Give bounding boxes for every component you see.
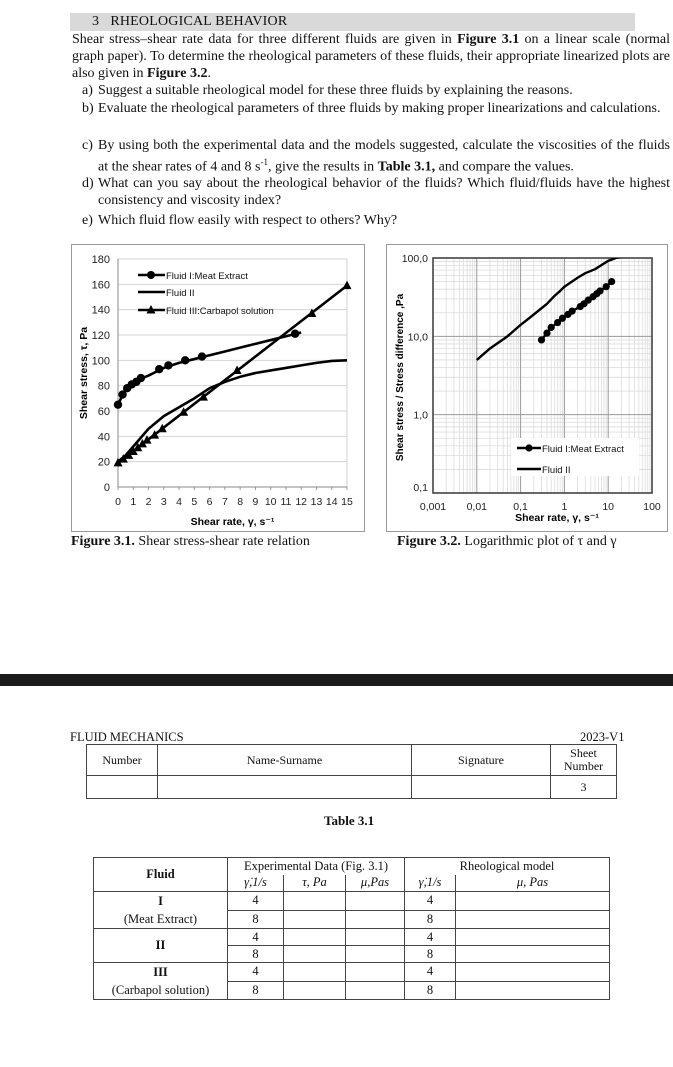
question-label: b)	[82, 101, 94, 116]
y-tick-label: 40	[97, 431, 110, 444]
col-mu-model: μ, Pas	[456, 875, 610, 892]
data-point	[569, 307, 576, 314]
tau-input[interactable]	[284, 981, 346, 1000]
x-axis-label: Shear rate, γ, s⁻¹	[515, 512, 599, 524]
legend-label: Fluid I:Meat Extract	[542, 444, 624, 455]
question-d	[82, 175, 670, 209]
question-label: d)	[82, 176, 94, 191]
tau-input[interactable]	[284, 910, 346, 929]
tau-input[interactable]	[284, 929, 346, 946]
version-label: 2023-V1	[580, 730, 625, 744]
x-tick-label: 9	[252, 496, 259, 508]
figure-3-2-frame	[386, 244, 668, 532]
legend-label: Fluid II	[166, 288, 195, 299]
section-heading	[92, 14, 287, 30]
x-tick-label: 8	[237, 496, 244, 508]
y-tick-label: 1,0	[413, 409, 428, 422]
y-tick-label: 100	[91, 355, 110, 368]
legend-label: Fluid III:Carbapol solution	[166, 306, 274, 317]
rate-cell: 8	[228, 946, 284, 963]
model-rate-cell: 4	[405, 963, 456, 982]
x-tick-label: 12	[295, 496, 308, 508]
model-mu-input[interactable]	[456, 929, 610, 946]
section-title: RHEOLOGICAL BEHAVIOR	[110, 14, 288, 29]
y-tick-label: 10,0	[407, 331, 428, 344]
tau-input[interactable]	[284, 963, 346, 982]
x-tick-label: 0	[115, 496, 121, 508]
rate-cell: 8	[228, 910, 284, 929]
page-divider	[0, 674, 673, 686]
model-mu-input[interactable]	[456, 910, 610, 929]
y-tick-label: 20	[97, 456, 110, 469]
tau-input[interactable]	[284, 892, 346, 911]
legend-label: Fluid II	[542, 465, 571, 476]
question-label: e)	[82, 213, 93, 228]
question-text: Which fluid flow easily with respect to others? Why?	[98, 213, 398, 228]
x-tick-label: 11	[280, 496, 292, 508]
x-tick-label: 3	[160, 496, 167, 508]
x-tick-label: 100	[643, 501, 661, 513]
model-rate-cell: 8	[405, 981, 456, 1000]
x-tick-label: 13	[310, 496, 323, 508]
model-rate-cell: 4	[405, 892, 456, 911]
legend-marker	[525, 444, 532, 451]
data-point	[155, 365, 163, 373]
y-tick-label: 0	[103, 482, 110, 494]
model-rate-cell: 4	[405, 929, 456, 946]
question-a	[82, 82, 670, 99]
x-tick-label: 0,1	[513, 501, 528, 513]
col-tau: τ, Pa	[284, 875, 346, 892]
name-field[interactable]	[158, 776, 412, 799]
table-row	[94, 963, 610, 982]
number-header: Number	[87, 745, 158, 776]
question-e	[82, 212, 670, 229]
y-tick-label: 60	[97, 406, 110, 418]
fluid-cell	[94, 963, 228, 1000]
question-label: c)	[82, 138, 93, 153]
rate-cell: 4	[228, 929, 284, 946]
col-rate-model: γ̇,1/s	[405, 875, 456, 892]
x-tick-label: 6	[206, 496, 213, 508]
fluid-header: Fluid	[94, 858, 228, 892]
data-point	[137, 374, 145, 382]
y-tick-label: 160	[91, 279, 110, 292]
name-header: Name-Surname	[158, 745, 412, 776]
mu-input[interactable]	[346, 929, 405, 946]
x-tick-label: 2	[145, 496, 152, 508]
fluid-cell: II	[94, 929, 228, 963]
figure-3-1-chart	[72, 245, 366, 533]
model-mu-input[interactable]	[456, 946, 610, 963]
data-point	[181, 356, 189, 364]
x-tick-label: 0,001	[419, 501, 447, 513]
model-mu-input[interactable]	[456, 963, 610, 982]
mu-input[interactable]	[346, 981, 405, 1000]
question-text: Evaluate the rheological parameters of three fluids by making proper linearizations and calculations.	[98, 101, 661, 116]
x-axis-label: Shear rate, γ, s⁻¹	[190, 516, 275, 528]
caption-text: Shear stress-shear rate relation	[138, 534, 310, 549]
model-rate-cell: 8	[405, 910, 456, 929]
data-point	[603, 283, 610, 290]
y-tick-label: 100,0	[401, 253, 428, 265]
y-tick-label: 180	[91, 254, 110, 266]
x-tick-label: 15	[341, 496, 353, 508]
question-label: a)	[82, 83, 93, 98]
col-rate: γ̇,1/s	[228, 875, 284, 892]
data-point	[548, 324, 555, 331]
y-axis-label: Shear stress, τ, Pa	[78, 326, 90, 420]
x-tick-label: 1	[130, 496, 137, 508]
data-point	[114, 400, 122, 408]
number-field[interactable]	[87, 776, 158, 799]
question-text: Suggest a suitable rheological model for these three fluids by explaining the reasons.	[98, 83, 573, 98]
x-tick-label: 14	[325, 496, 338, 508]
mu-input[interactable]	[346, 910, 405, 929]
mu-input[interactable]	[346, 963, 405, 982]
signature-field[interactable]	[412, 776, 551, 799]
experimental-header: Experimental Data (Fig. 3.1)	[228, 858, 405, 875]
col-mu: μ,Pas	[346, 875, 405, 892]
question-c	[82, 137, 670, 176]
fluid-subtitle: (Meat Extract)	[123, 912, 198, 926]
x-tick-label: 7	[221, 496, 228, 508]
section-number: 3	[92, 14, 100, 29]
x-tick-label: 1	[561, 501, 568, 513]
x-tick-label: 10	[264, 496, 277, 508]
sheet-number-value: 3	[551, 776, 617, 799]
intro-paragraph: Shear stress–shear rate data for three different fluids are given in Figure 3.1 on a linear scale (normal graph paper). To determine the rheological parameters of these fluids, their appropriate linearized plots are also given in Figure 3.2.	[72, 32, 670, 81]
y-tick-label: 80	[97, 380, 110, 393]
sheet-number-header: Sheet Number	[551, 745, 617, 776]
y-tick-label: 140	[91, 304, 110, 317]
rate-cell: 8	[228, 981, 284, 1000]
figure-3-2-caption	[397, 534, 617, 550]
fluid-cell	[94, 892, 228, 929]
model-header: Rheological model	[405, 858, 610, 875]
caption-text: Logarithmic plot of τ and γ	[464, 534, 617, 549]
legend-marker	[147, 271, 155, 279]
data-point	[596, 287, 603, 294]
table-title: Table 3.1	[324, 813, 375, 828]
x-tick-label: 0,01	[466, 501, 488, 513]
course-title: FLUID MECHANICS	[70, 730, 184, 744]
table-row	[94, 929, 610, 946]
figure-3-2-chart	[387, 245, 669, 533]
y-axis-label: Shear stress / Stress difference ,Pa	[395, 293, 406, 462]
fluid-name: I	[158, 894, 163, 908]
data-point	[198, 352, 206, 360]
data-point	[538, 336, 545, 343]
table-3-1	[93, 857, 610, 1000]
x-tick-label: 10	[602, 501, 615, 513]
rate-cell: 4	[228, 963, 284, 982]
data-point	[543, 329, 550, 336]
model-rate-cell: 8	[405, 946, 456, 963]
figure-3-1-caption	[71, 534, 310, 550]
caption-label: Figure 3.2.	[397, 534, 461, 549]
mu-input[interactable]	[346, 892, 405, 911]
x-tick-label: 4	[176, 496, 182, 508]
figure-3-1-frame	[71, 244, 365, 532]
y-tick-label: 120	[91, 330, 110, 342]
model-mu-input[interactable]	[456, 892, 610, 911]
mu-input[interactable]	[346, 946, 405, 963]
question-text: What can you say about the rheological behavior of the fluids? Which fluid/fluids have the highest consistency and viscosity index?	[98, 176, 670, 208]
caption-label: Figure 3.1.	[71, 534, 135, 549]
data-point	[608, 278, 615, 285]
fluid-name: III	[153, 965, 168, 979]
data-point	[164, 361, 172, 369]
question-b	[82, 100, 670, 117]
rate-cell: 4	[228, 892, 284, 911]
student-info-table	[86, 744, 617, 799]
signature-header: Signature	[412, 745, 551, 776]
tau-input[interactable]	[284, 946, 346, 963]
question-text: By using both the experimental data and the models suggested, calculate the viscosities of the fluids at the shear rates of 4 and 8 $s^{-1}$, give the results in Table 3.1, and compare the values.	[98, 138, 670, 175]
x-tick-label: 5	[191, 496, 198, 508]
legend-label: Fluid I:Meat Extract	[166, 271, 248, 282]
model-mu-input[interactable]	[456, 981, 610, 1000]
table-row	[94, 892, 610, 911]
fluid-subtitle: (Carbapol solution)	[111, 983, 210, 997]
data-point	[291, 330, 299, 338]
y-tick-label: 0,1	[413, 482, 428, 494]
